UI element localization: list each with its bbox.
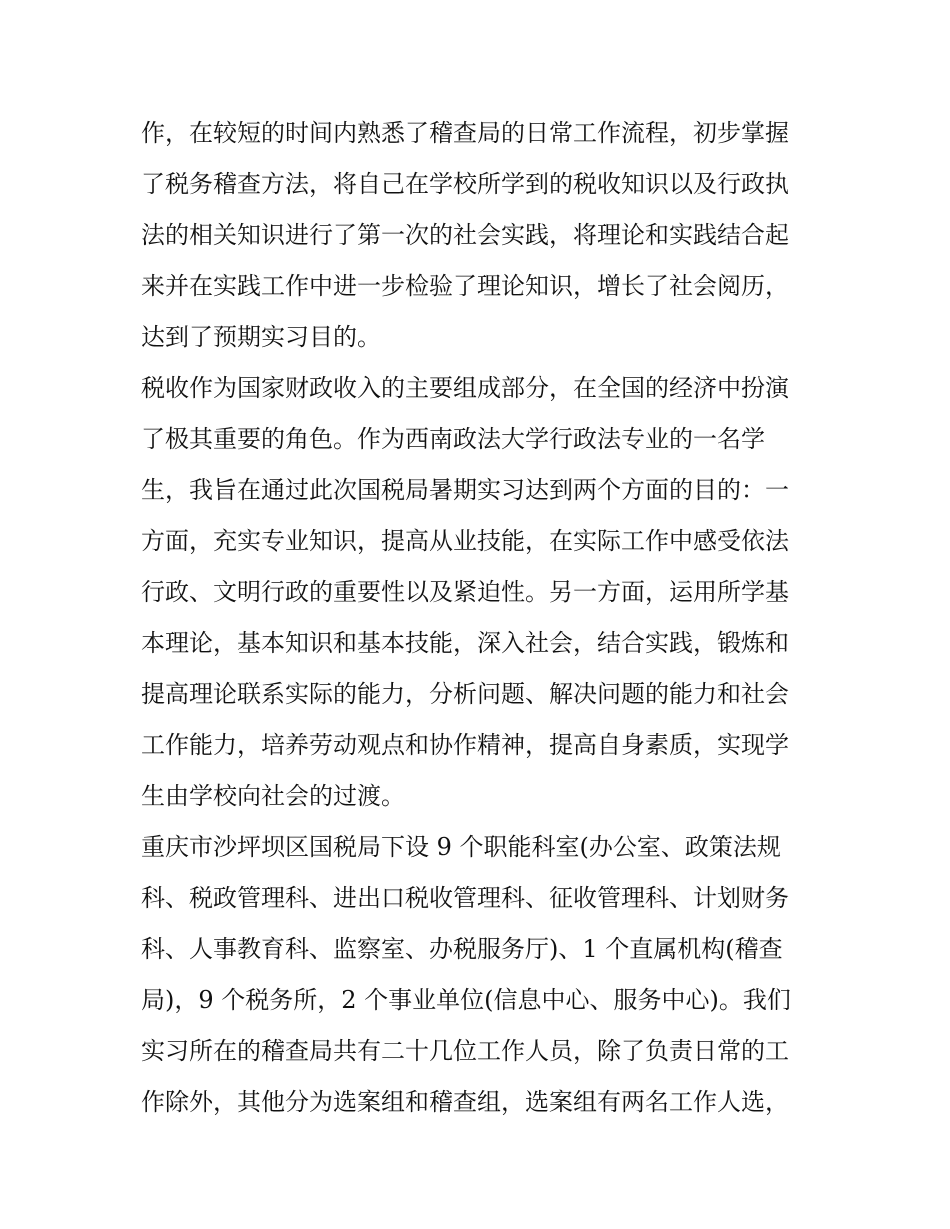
text-line: 科、人事教育科、监察室、办税服务厅)、1 个直属机构(稽查 [141,935,783,963]
paragraph-internship-purpose [141,363,821,822]
text-line: 工作能力，培养劳动观点和协作精神，提高自身素质，实现学 [141,731,789,759]
text-line: 生，我旨在通过此次国税局暑期实习达到两个方面的目的：一 [141,476,789,504]
document-body [141,108,821,1128]
text-line: 生由学校向社会的过渡。 [141,782,405,810]
text-line: 方面，充实专业知识，提高从业技能，在实际工作中感受依法 [141,527,789,555]
text-line: 局)，9 个税务所，2 个事业单位(信息中心、服务中心)。我们 [141,986,791,1014]
text-line: 税收作为国家财政收入的主要组成部分，在全国的经济中扮演 [141,374,789,402]
text-line: 科、税政管理科、进出口税收管理科、征收管理科、计划财务 [141,884,789,912]
text-line: 了极其重要的角色。作为西南政法大学行政法专业的一名学 [141,425,765,453]
paragraph-internship-summary [141,108,821,363]
text-line: 实习所在的稽查局共有二十几位工作人员，除了负责日常的工 [141,1037,789,1065]
text-line: 了税务稽查方法，将自己在学校所学到的税收知识以及行政执 [141,170,789,198]
text-line: 提高理论联系实际的能力，分析问题、解决问题的能力和社会 [141,680,789,708]
text-line: 来并在实践工作中进一步检验了理论知识，增长了社会阅历， [141,272,789,300]
text-line: 作，在较短的时间内熟悉了稽查局的日常工作流程，初步掌握 [141,119,789,147]
text-line: 法的相关知识进行了第一次的社会实践，将理论和实践结合起 [141,221,789,249]
text-line: 重庆市沙坪坝区国税局下设 9 个职能科室(办公室、政策法规 [141,833,781,861]
text-line: 达到了预期实习目的。 [141,323,381,351]
text-line: 作除外，其他分为选案组和稽查组，选案组有两名工作人选， [141,1088,789,1116]
text-line: 行政、文明行政的重要性以及紧迫性。另一方面，运用所学基 [141,578,789,606]
text-line: 本理论，基本知识和基本技能，深入社会，结合实践，锻炼和 [141,629,789,657]
paragraph-organization [141,822,821,1128]
